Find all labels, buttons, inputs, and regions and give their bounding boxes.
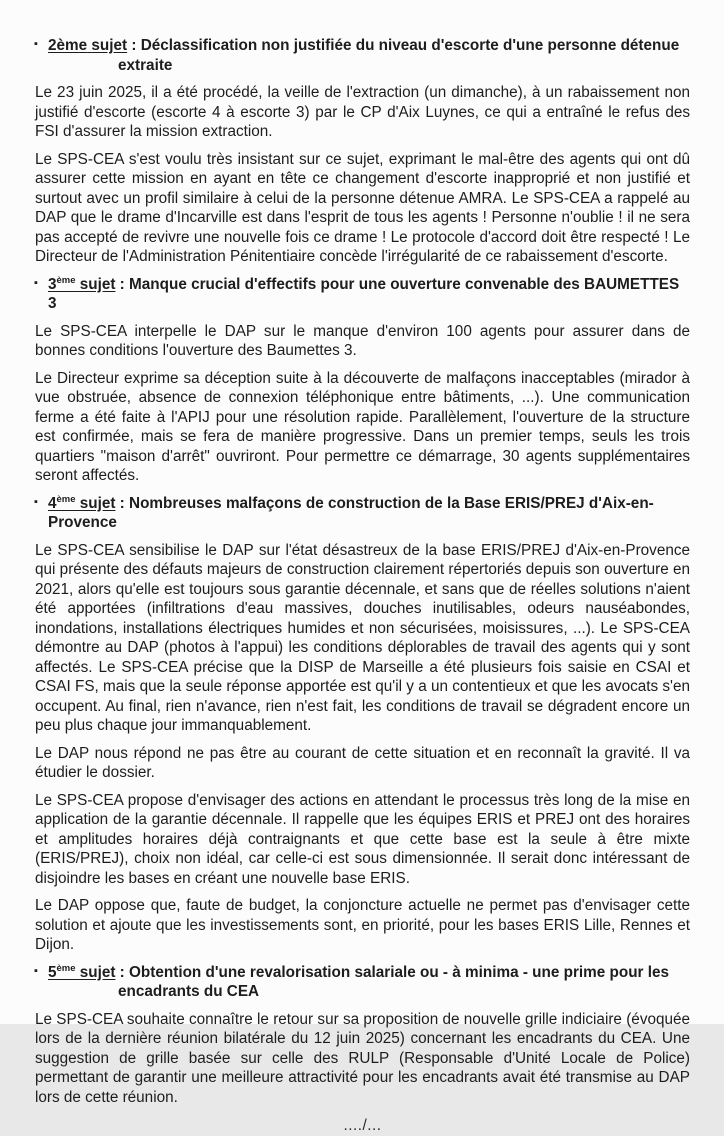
- section-heading-3: [35, 275, 690, 314]
- subject-title: Déclassification non justifiée du niveau d'escorte d'une personne détenue: [140, 37, 680, 54]
- subject-title: Obtention d'une revalorisation salariale ou - à minima - une prime pour les: [129, 963, 670, 981]
- section-heading-5: [35, 963, 690, 1002]
- subject-ordinal-suffix: ème: [56, 274, 76, 286]
- section-heading-4: [35, 494, 690, 533]
- subject-label-5: [48, 964, 115, 981]
- square-bullet-icon: ▪: [34, 276, 38, 289]
- subject-word: sujet: [75, 494, 116, 512]
- subject-separator: :: [127, 37, 141, 54]
- subject-label-3: [48, 276, 115, 293]
- subject-number: 5: [48, 963, 57, 981]
- page-continuation-mark: ..../...: [343, 1117, 382, 1134]
- subject-label-4: [48, 495, 115, 512]
- paragraph: Le Directeur exprime sa déception suite à la découverte de malfaçons inacceptables (mirador à vue obstruée, absence de connexion téléphonique entre bâtiments, ...). Une communication ferme a été faite à l'APIJ pour une résolution rapide. Parallèlement, l'ouverture de la structure est confirmée, mais se fera de manière progressive. Dans un premier temps, seuls les trois quartiers "maison d'arrêt" ouvriront. Pour permettre ce démarrage, 30 agents supplémentaires seront affectés.: [35, 369, 690, 484]
- subject-ordinal-suffix: ème: [56, 493, 76, 505]
- subject-number: 4: [48, 494, 57, 512]
- subject-separator: :: [115, 275, 130, 293]
- subject-separator: :: [115, 963, 130, 981]
- subject-number: 2ème: [48, 37, 88, 54]
- subject-word: sujet: [75, 963, 116, 981]
- square-bullet-icon: ▪: [34, 38, 38, 50]
- square-bullet-icon: ▪: [34, 495, 38, 508]
- subject-label-2: [48, 37, 127, 54]
- paragraph: Le SPS-CEA interpelle le DAP sur le manque d'environ 100 agents pour assurer dans de bonnes conditions l'ouverture des Baumettes 3.: [35, 322, 690, 359]
- paragraph: Le SPS-CEA s'est voulu très insistant sur ce sujet, exprimant le mal-être des agents qui ont dû assurer cette mission en ayant en tête ce changement d'escorte inapproprié et non justifié et surtout avec un profil similaire à celui de la personne détenue AMRA. Le SPS-CEA a rappelé au DAP que le drame d'Incarville est dans l'esprit de tous les agents ! Personne n'oublie ! il ne sera pas accepté de revivre une nouvelle fois ce drame ! Le protocole d'accord doit être respecté ! Le Directeur de l'Administration Pénitentiaire concède l'irrégularité de ce rabaissement d'escorte.: [35, 150, 690, 265]
- subject-number: 3: [48, 275, 57, 293]
- square-bullet-icon: ▪: [34, 964, 38, 977]
- subject-word: sujet: [75, 275, 116, 293]
- subject-separator: :: [115, 494, 130, 512]
- paragraph: Le SPS-CEA souhaite connaître le retour sur sa proposition de nouvelle grille indiciaire (évoquée lors de la dernière réunion bilatérale du 12 juin 2025) concernant les encadrants du CEA. Une suggestion de grille basée sur celle des RULP (Responsable d'Unité Locale de Police) permettant de garantir une meilleure attractivité pour les encadrants avait été transmise au DAP lors de cette réunion.: [35, 1010, 690, 1106]
- subject-ordinal-suffix: ème: [56, 962, 76, 974]
- subject-title: Nombreuses malfaçons de construction de la Base ERIS/PREJ d'Aix-en-Provence: [48, 494, 654, 531]
- subject-title: Manque crucial d'effectifs pour une ouverture convenable des BAUMETTES 3: [48, 275, 680, 312]
- subject-title-continuation: extraite: [118, 56, 173, 74]
- paragraph: Le DAP oppose que, faute de budget, la conjoncture actuelle ne permet pas d'envisager cette solution et ajoute que les investissements sont, en priorité, pour les bases ERIS Lille, Rennes et Dijon.: [35, 897, 690, 953]
- paragraph: Le SPS-CEA propose d'envisager des actions en attendant le processus très long de la mise en application de la garantie décennale. Il rappelle que les équipes ERIS et PREJ ont des horaires et amplitudes horaires déjà contraignants et que cette base est la seule à être mixte (ERIS/PREJ), choix non idéal, car celle-ci est sous dimensionnée. Il serait donc intéressant de disjoindre les bases en créant une nouvelle base ERIS.: [35, 791, 690, 887]
- paragraph: Le 23 juin 2025, il a été procédé, la veille de l'extraction (un dimanche), à un rabaissement non justifié d'escorte (escorte 4 à escorte 3) par le CP d'Aix Luynes, ce qui a entraîné le refus des FSI d'assurer la mission extraction.: [35, 84, 690, 140]
- paragraph: Le SPS-CEA sensibilise le DAP sur l'état désastreux de la base ERIS/PREJ d'Aix-en-Provence qui présente des défauts majeurs de construction clairement répertoriés depuis son ouverture en 2021, alors qu'elle est toujours sous garantie décennale, et sans que de réelles solutions n'aient été apportées (infiltrations d'eau massives, douches inutilisables, odeurs nauséabondes, inondations, installations électriques humides et non sécurisées, moisissures, ...). Le SPS-CEA démontre au DAP (photos à l'appui) les conditions déplorables de travail des agents qui y sont affectés. Le SPS-CEA précise que la DISP de Marseille a été plusieurs fois saisie en CSAI et CSAI FS, mais que la seule réponse apportée est qu'il y a un contentieux et que les avocats s'en occupent. Au final, rien n'avance, rien n'est fait, les conditions de travail se dégradent encore un peu plus chaque jour immanquablement.: [35, 541, 690, 734]
- subject-title-continuation: encadrants du CEA: [118, 983, 260, 1000]
- paragraph: Le DAP nous répond ne pas être au courant de cette situation et en reconnaît la gravité. Il va étudier le dossier.: [35, 744, 690, 781]
- section-heading-2: [35, 36, 690, 75]
- subject-word: sujet: [87, 37, 128, 54]
